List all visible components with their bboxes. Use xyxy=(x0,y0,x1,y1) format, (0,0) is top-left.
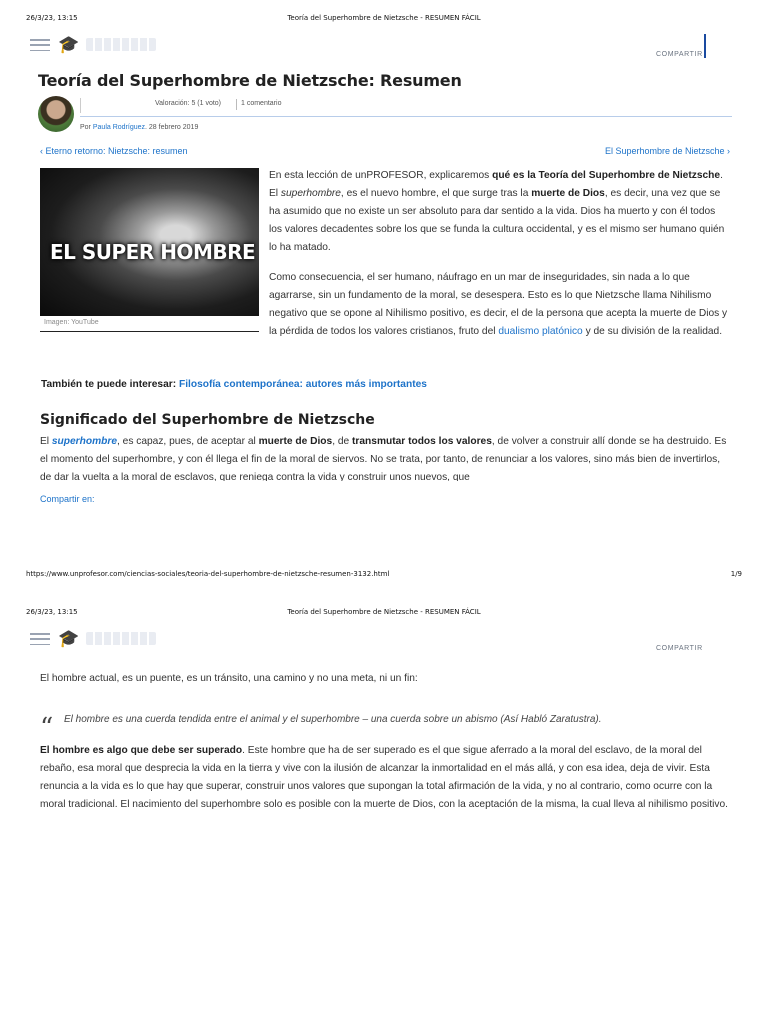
image-caption: Imagen: YouTube xyxy=(44,319,99,326)
author-avatar xyxy=(38,96,74,132)
print-doc-title: Teoría del Superhombre de Nietzsche - RESUMEN FÁCIL xyxy=(287,14,481,22)
nihilism-paragraph: Como consecuencia, el ser humano, náufrago en un mar de inseguridades, sin nada a lo que agarrarse, sin un fundamento de la moral, se desespera. Esto es lo que Nietzsche llama Nihilismo negativo que se opone al Nihilismo positivo, es decir, el de la persona que acepta la muerte de Dios y la pérdida de todos los valores cristianos, fruto del dualismo platónico y de su división de la realidad. xyxy=(269,272,728,337)
next-article-link[interactable]: El Superhombre de Nietzsche › xyxy=(604,146,730,156)
print-datetime: 26/3/23, 13:15 xyxy=(26,14,78,22)
rating-text: Valoración: 5 (1 voto) xyxy=(155,100,222,107)
share-button[interactable]: COMPARTIR xyxy=(656,51,703,58)
prev-article-link[interactable]: ‹ Eterno retorno: Nietzsche: resumen xyxy=(40,146,188,156)
graduation-cap-icon[interactable]: 🎓 xyxy=(58,35,80,54)
print-datetime-2: 26/3/23, 13:15 xyxy=(26,608,78,616)
superhombre-link[interactable]: superhombre xyxy=(51,436,117,447)
print-url: https://www.unprofesor.com/ciencias-sociales/teoria-del-superhombre-de-nietzsche-resumen-3132.html xyxy=(26,570,390,578)
menu-icon[interactable] xyxy=(30,633,50,645)
author-link[interactable]: Paula Rodríguez xyxy=(92,124,146,131)
section-clip xyxy=(40,433,732,481)
menu-icon[interactable] xyxy=(30,39,50,51)
overcome-paragraph: El hombre es algo que debe ser superado. Este hombre que ha de ser superado es el que sigue aferrado a la moral del esclavo, de la moral del rebaño, esa moral que desprecia la vida en la tierra y vive con la ilusión de alcanzar la inmortalidad en el más allá, y con esa idea, deja de vivir. Esta renuncia a la vida es lo que hay que superar, construir unos valores que supongan la total afirmación de la vida, y no al contrario, como ocurre con la moral tradicional. El nacimiento del superhombre solo es posible con la muerte de Dios, con la aceptación de la misma, la cual lleva al nihilismo positivo. xyxy=(40,745,728,810)
related-label: También te puede interesar: xyxy=(41,379,177,390)
dualismo-link[interactable]: dualismo platónico xyxy=(498,326,583,337)
image-rule xyxy=(40,331,259,332)
intro-paragraph: En esta lección de unPROFESOR, explicaremos qué es la Teoría del Superhombre de Nietzsche. El superhombre, es el nuevo hombre, el que surge tras la muerte de Dios, es decir, una vez que se ha asumido que no existe un ser absoluto para dar sentido a la vida. Dios ha muerto y con él todos los valores decadentes sobre los que se funda la cultura occidental, y es el mismo ser humano quién lo ha matado. xyxy=(269,170,725,253)
quote-text: El hombre es una cuerda tendida entre el animal y el superhombre – una cuerda sobre un abismo (Así Habló Zaratustra). xyxy=(64,714,602,725)
bridge-paragraph: El hombre actual, es un puente, es un tránsito, una camino y no una meta, ni un fin: xyxy=(40,673,418,684)
quote-icon: “ xyxy=(40,713,54,743)
site-logo[interactable] xyxy=(86,38,156,51)
byline xyxy=(80,124,198,131)
comments-link[interactable]: 1 comentario xyxy=(241,100,282,107)
meta-separator xyxy=(236,99,237,110)
byline-prefix: Por xyxy=(80,124,91,131)
meta-divider xyxy=(80,98,81,113)
section-paragraph: El superhombre, es capaz, pues, de aceptar al muerte de Dios, de transmutar todos los valores, de volver a construir allí donde se ha destruido. Es el momento del superhombre, y con él llega el fin de la moral de siervos. No se trata, por tanto, de renunciar a los valores, sino más bien de invertirlos, de dar la vuelta a la moral de esclavos, que reniega contra la vida y construir unos nuevos, que xyxy=(40,436,727,481)
meta-rule xyxy=(80,116,732,117)
header-accent-bar xyxy=(704,34,706,58)
section-heading: Significado del Superhombre de Nietzsche xyxy=(40,412,375,428)
related-article xyxy=(41,379,427,390)
publish-date: . 28 febrero 2019 xyxy=(145,124,199,131)
article-image xyxy=(40,168,259,316)
site-logo[interactable] xyxy=(86,632,156,645)
image-overlay-text: EL SUPER HOMBRE xyxy=(50,240,256,264)
share-on-label[interactable]: Compartir en: xyxy=(40,494,95,504)
related-link[interactable]: Filosofía contemporánea: autores más importantes xyxy=(178,379,427,390)
print-page-number: 1/9 xyxy=(730,570,742,578)
share-button[interactable]: COMPARTIR xyxy=(656,645,703,652)
graduation-cap-icon[interactable]: 🎓 xyxy=(58,629,80,648)
print-doc-title-2: Teoría del Superhombre de Nietzsche - RESUMEN FÁCIL xyxy=(287,608,481,616)
article-title: Teoría del Superhombre de Nietzsche: Resumen xyxy=(38,71,462,90)
